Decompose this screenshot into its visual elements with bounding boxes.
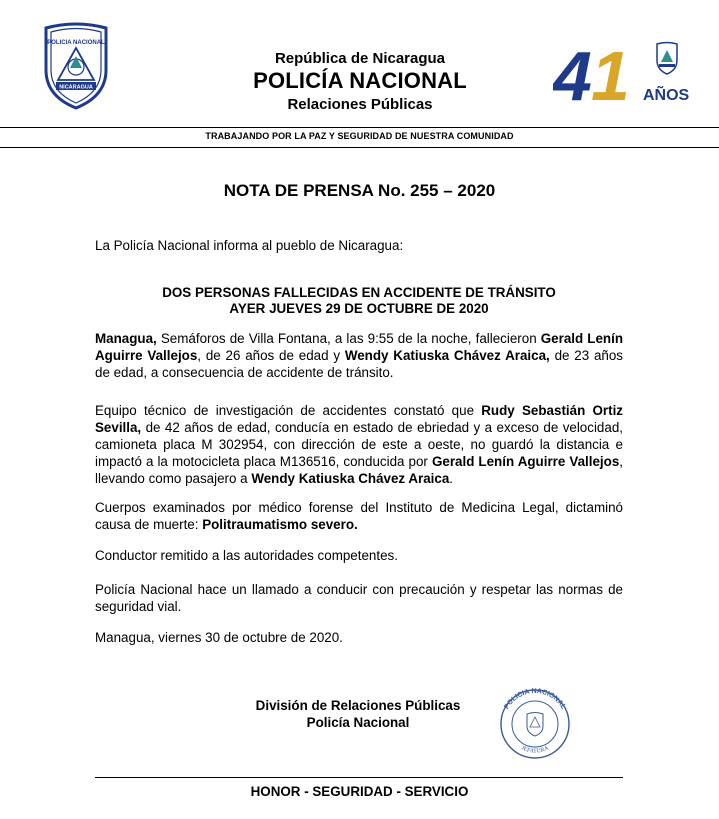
- p1-location: Managua,: [95, 331, 157, 346]
- paragraph-4: Conductor remitido a las autoridades competentes.: [95, 548, 398, 563]
- signature-institution: Policía Nacional: [306, 715, 410, 730]
- p2-text-3: , llevando como pasajero a: [95, 454, 623, 486]
- svg-text:POLICIA NACIONAL: POLICIA NACIONAL: [503, 688, 567, 711]
- 41-anos-anniversary-logo: [553, 38, 693, 110]
- press-release-title: NOTA DE PRENSA No. 255 – 2020: [223, 181, 496, 200]
- svg-text:AÑOS: AÑOS: [643, 87, 690, 104]
- header-motto: TRABAJANDO POR LA PAZ Y SEGURIDAD DE NUESTRA COMUNIDAD: [205, 131, 514, 141]
- headline-line-1: DOS PERSONAS FALLECIDAS EN ACCIDENTE DE TRÁNSITO: [162, 285, 556, 300]
- department-heading: Relaciones Públicas: [287, 96, 433, 113]
- paragraph-1: [95, 330, 623, 381]
- svg-text:NICARAGUA: NICARAGUA: [59, 84, 93, 91]
- p1-text-3: de 23 años de edad, a consecuencia de accidente de tránsito.: [95, 348, 623, 380]
- institution-heading: POLICÍA NACIONAL: [253, 68, 467, 93]
- jefatura-seal-stamp: [490, 688, 580, 760]
- signature-block: [228, 697, 488, 731]
- news-headline: [95, 285, 623, 317]
- svg-text:4: 4: [553, 38, 588, 110]
- footer-divider: [95, 777, 623, 778]
- republic-heading: República de Nicaragua: [274, 50, 446, 67]
- p2-driver: Rudy Sebastián Ortiz Sevilla,: [95, 403, 623, 435]
- intro-paragraph: La Policía Nacional informa al pueblo de Nicaragua:: [95, 238, 404, 253]
- p1-text-2: , de 26 años de edad y: [197, 348, 345, 363]
- p1-victim-2: Wendy Katiuska Chávez Araica,: [344, 348, 550, 363]
- p2-text-2: de 42 años de edad, conducía en estado de ebriedad y a exceso de velocidad, camioneta placa M 302954, con dirección de este a oeste, no guardó la distancia e impactó a la motocicleta placa M136516, conducida por: [95, 420, 623, 469]
- p2-text-4: .: [449, 471, 454, 486]
- svg-text:JEFATURA: JEFATURA: [520, 745, 550, 755]
- p2-victim-1: Gerald Lenín Aguirre Vallejos: [431, 454, 620, 469]
- paragraph-2: [95, 402, 623, 487]
- svg-text:POLICIA NACIONAL: POLICIA NACIONAL: [47, 40, 105, 46]
- p1-victim-1: Gerald Lenín Aguirre Vallejos: [95, 331, 623, 363]
- p2-victim-2: Wendy Katiuska Chávez Araica: [251, 471, 450, 486]
- paragraph-3: [95, 499, 623, 533]
- headline-line-2: AYER JUEVES 29 DE OCTUBRE DE 2020: [229, 301, 489, 316]
- signature-division: División de Relaciones Públicas: [255, 698, 461, 713]
- p2-text-1: Equipo técnico de investigación de accidentes constató que: [95, 403, 482, 418]
- svg-text:1: 1: [591, 38, 630, 110]
- date-line: Managua, viernes 30 de octubre de 2020.: [95, 630, 343, 645]
- header-divider: [0, 127, 719, 128]
- p1-text-1: Semáforos de Villa Fontana, a las 9:55 de la noche, fallecieron: [156, 331, 541, 346]
- p3-cause: Politraumatismo severo.: [202, 517, 358, 532]
- motto-divider: [0, 147, 719, 148]
- p3-text-1: Cuerpos examinados por médico forense del Instituto de Medicina Legal, dictaminó causa de muerte:: [95, 500, 623, 532]
- policia-nacional-crest-logo: [42, 22, 110, 110]
- paragraph-5: Policía Nacional hace un llamado a conducir con precaución y respetar las normas de seguridad vial.: [95, 582, 623, 614]
- footer-motto: HONOR - SEGURIDAD - SERVICIO: [250, 784, 469, 799]
